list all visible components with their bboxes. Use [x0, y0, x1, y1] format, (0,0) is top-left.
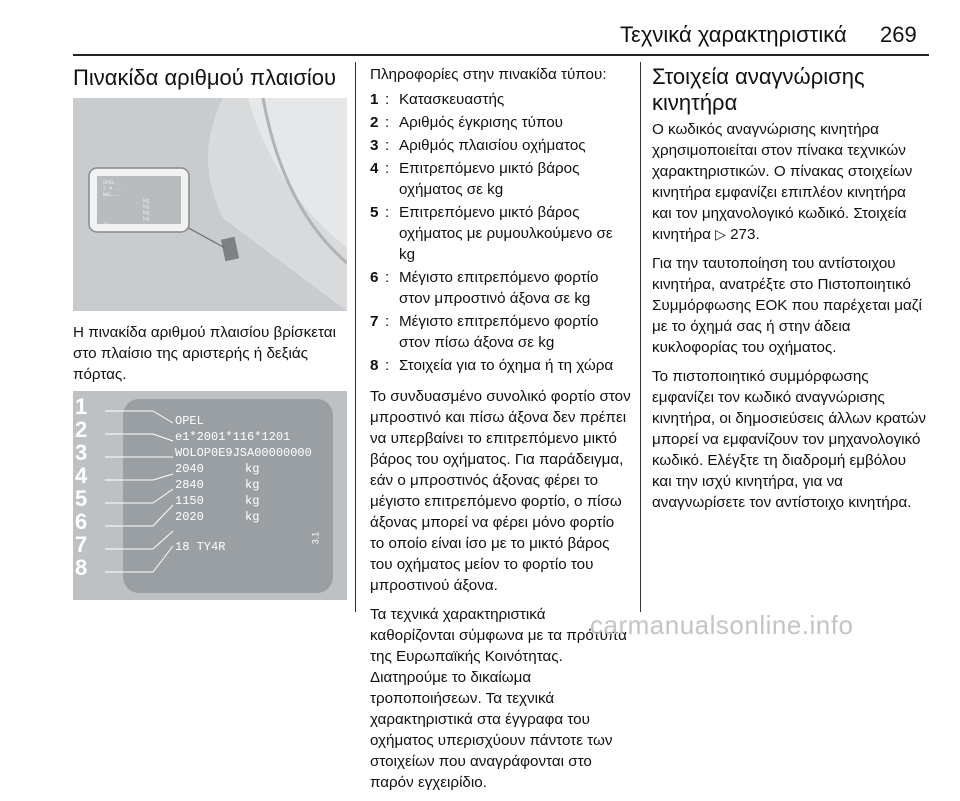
list-item: 4 : Επιτρεπόμενο μικτό βάρος οχήματος σε kg	[370, 160, 580, 198]
list-item: 2 : Αριθμός έγκρισης τύπου	[370, 114, 563, 131]
photo-plate-text: OPEL Z 4 ... W0L... kg kg kg kg TY	[103, 180, 150, 228]
type-plate-legend	[370, 89, 632, 376]
list-item: 6 : Μέγιστο επιτρεπόμενο φορτίο στον μπροστινό άξονα σε kg	[370, 269, 599, 307]
specs-paragraph: Τα τεχνικά χαρακτηριστικά καθορίζονται σύμφωνα με τα πρότυπα της Ευρωπαϊκής Κοινότητας. Διατηρούμε το δικαίωμα τροποποιήσεων. Τα τεχνικά χαρακτηριστικά στα έγγραφα του οχήματος υπερισχύουν πάντοτε των στοιχείων που αναγράφονται στο παρόν εγχειρίδιο.	[370, 606, 627, 791]
column-divider-right	[640, 62, 641, 612]
vin-plate-heading: Πινακίδα αριθμού πλαισίου	[73, 65, 337, 90]
engine-id-paragraph: Ο κωδικός αναγνώρισης κινητήρα χρησιμοποιείται στον πίνακα τεχνικών χαρακτηριστικών. Ο πίνακας στοιχείων κινητήρα εμφανίζει επιπλέον κινητήρα και τον μηχανολογικό κωδικό. Στοιχεία κινητήρα ▷ 273.	[652, 121, 913, 243]
axle-load-paragraph: Το συνδυασμένο συνολικό φορτίο στον μπροστινό και πίσω άξονα δεν πρέπει να υπερβαίνει το επιτρεπόμενο μικτό βάρος του οχήματος. Για παράδειγμα, εάν ο μπροστινός άξονας φέρει το μέγιστο επιτρεπόμενο φορτίο, ο πίσω άξονας μπορεί να φέρει μόνο φορτίο το οποίο είναι ίσο με το μικτό βάρος του οχήματος μείον το φορτίο του μπροστινού άξονα.	[370, 388, 631, 594]
plate-side-code: 3.1	[310, 531, 321, 545]
middle-column	[370, 64, 632, 801]
engine-identify-paragraph: Για την ταυτοποίηση του αντίστοιχου κινητήρα, ανατρέξτε στο Πιστοποιητικό Συμμόρφωσης ΕΟΚ που παρέχεται μαζί με το όχημά σας ή στην άδεια κυκλοφορίας του οχήματος.	[652, 255, 922, 356]
coc-paragraph: Το πιστοποιητικό συμμόρφωσης εμφανίζει τον κωδικό αναγνώρισης κινητήρα, οι δημοσιεύσεις άλλων κρατών μπορεί να εμφανίζουν τον μηχανολογικό κωδικό. Ελέγξτε τη διαδρομή εμβόλου και την ισχύ κινητήρα, για να αναγνωρίσετε τον αντίστοιχο κινητήρα.	[652, 368, 926, 511]
column-divider-left	[355, 62, 356, 612]
header-title: Τεχνικά χαρακτηριστικά	[620, 22, 847, 47]
list-item: 8 : Στοιχεία για το όχημα ή τη χώρα	[370, 357, 614, 374]
type-plate-intro: Πληροφορίες στην πινακίδα τύπου:	[370, 66, 607, 83]
plate-text-lines: OPEL e1*2001*116*1201 WOLOP0E9JSA00000000 2040 kg 2840 kg 1150 kg 2020 kg 18 TY4R	[175, 414, 312, 554]
list-item: 5 : Επιτρεπόμενο μικτό βάρος οχήματος με ρυμουλκούμενο σε kg	[370, 204, 613, 263]
page-number: 269	[880, 22, 917, 47]
list-item: 7 : Μέγιστο επιτρεπόμενο φορτίο στον πίσω άξονα σε kg	[370, 313, 599, 351]
vin-plate-location-text: Η πινακίδα αριθμού πλαισίου βρίσκεται στο πλαίσιο της αριστερής ή δεξιάς πόρτας.	[73, 324, 336, 383]
left-column	[73, 64, 349, 91]
watermark: carmanualsonline.info	[590, 610, 854, 640]
page-reference-link[interactable]: 273.	[730, 226, 760, 243]
header-rule	[73, 54, 929, 56]
plate-callout-numbers: 1 2 3 4 5 6 7 8	[75, 394, 88, 580]
engine-id-heading: Στοιχεία αναγνώρισης κινητήρα	[652, 64, 865, 115]
list-item: 1 : Κατασκευαστής	[370, 91, 505, 108]
page-reference-icon: ▷	[715, 226, 726, 242]
list-item: 3 : Αριθμός πλαισίου οχήματος	[370, 137, 586, 154]
type-plate-illustration	[73, 391, 347, 600]
door-frame-photo	[73, 98, 347, 311]
right-column	[652, 64, 928, 521]
